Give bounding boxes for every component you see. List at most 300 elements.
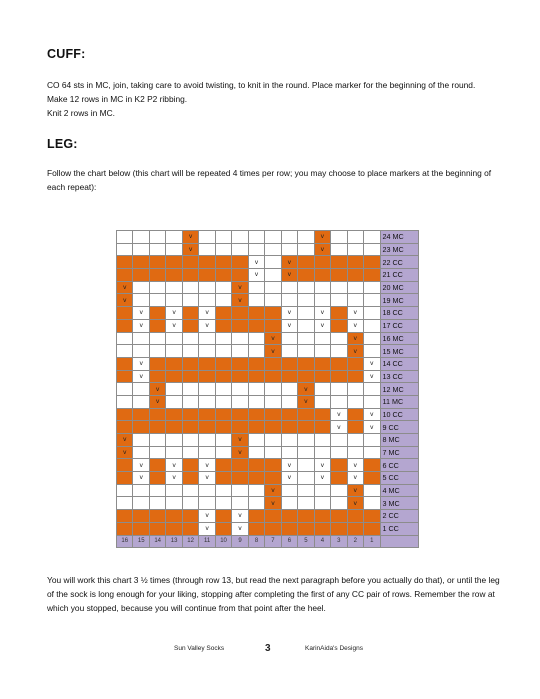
chart-row [117,332,419,345]
chart-cell [265,383,281,396]
chart-row [117,383,419,396]
chart-cell: v [232,522,248,535]
chart-cell [281,522,297,535]
chart-cell [133,231,149,244]
chart-row [117,510,419,523]
chart-cell [166,243,182,256]
chart-row-label: 20 MC [380,281,419,294]
chart-cell: v [182,231,198,244]
chart-cell [314,256,330,269]
chart-row-label: 19 MC [380,294,419,307]
chart-row [117,395,419,408]
chart-row-label: 13 CC [380,370,419,383]
chart-cell [215,383,231,396]
chart-cell [133,243,149,256]
chart-cell [117,522,133,535]
chart-cell [199,383,215,396]
chart-cell [364,294,380,307]
chart-cell [166,484,182,497]
chart-cell [265,231,281,244]
chart-cell: v [347,332,363,345]
chart-cell [117,269,133,282]
chart-cell [117,383,133,396]
chart-cell [117,319,133,332]
chart-column-number: 9 [232,535,248,548]
chart-cell [133,269,149,282]
chart-row-label: 4 MC [380,484,419,497]
chart-cell: v [331,421,347,434]
chart-cell [182,332,198,345]
chart-cell [298,408,314,421]
chart-cell [347,256,363,269]
chart-cell [265,472,281,485]
chart-row-label: 22 CC [380,256,419,269]
chart-column-number: 2 [347,535,363,548]
chart-cell: v [166,307,182,320]
chart-cell [298,421,314,434]
chart-cell: v [314,243,330,256]
chart-cell: v [133,319,149,332]
chart-cell: v [281,269,297,282]
chart-row-label: 10 CC [380,408,419,421]
chart-cell: v [364,357,380,370]
chart-cell [232,332,248,345]
chart-cell [281,383,297,396]
chart-cell [215,319,231,332]
chart-cell [281,510,297,523]
chart-cell [298,332,314,345]
chart-cell [166,497,182,510]
chart-cell [364,231,380,244]
chart-cell: v [166,459,182,472]
chart-cell [149,408,165,421]
chart-cell: v [199,510,215,523]
chart-row [117,243,419,256]
chart-cell [215,231,231,244]
chart-cell [248,307,264,320]
chart-cell [149,231,165,244]
chart-cell [265,357,281,370]
chart-cell [133,510,149,523]
chart-cell [182,484,198,497]
chart-cell [149,281,165,294]
chart-cell [133,383,149,396]
chart-cell [149,434,165,447]
chart-cell [281,231,297,244]
chart-cell [149,269,165,282]
chart-cell [166,434,182,447]
chart-cell [265,510,281,523]
chart-row-label: 3 MC [380,497,419,510]
chart-cell [248,383,264,396]
chart-cell [117,408,133,421]
chart-cell [199,269,215,282]
chart-cell [215,446,231,459]
cuff-instruction-line: CO 64 sts in MC, join, taking care to avoid twisting, to knit in the round. Place marker for the beginning of the round. Make 12 rows in MC in K2 P2 ribbing. [47,80,476,104]
chart-cell [364,269,380,282]
chart-cell [364,395,380,408]
chart-cell [215,421,231,434]
chart-cell [166,408,182,421]
chart-cell: v [331,408,347,421]
footer-designer: KarinAida's Designs [305,645,363,652]
chart-cell [117,332,133,345]
chart-cell [117,256,133,269]
chart-cell [166,522,182,535]
chart-cell [248,497,264,510]
chart-row [117,281,419,294]
chart-cell [149,497,165,510]
chart-cell [232,383,248,396]
chart-cell [199,421,215,434]
chart-row-label: 8 MC [380,434,419,447]
chart-cell: v [314,319,330,332]
chart-cell [364,281,380,294]
chart-cell [133,434,149,447]
chart-cell [182,383,198,396]
chart-cell [265,281,281,294]
chart-cell [314,497,330,510]
chart-cell [215,294,231,307]
chart-cell: v [199,459,215,472]
chart-column-number: 14 [149,535,165,548]
chart-column-number: 15 [133,535,149,548]
chart-cell [166,332,182,345]
chart-cell [199,395,215,408]
chart-cell [182,294,198,307]
chart-cell [149,345,165,358]
chart-cell [314,434,330,447]
chart-column-number: 3 [331,535,347,548]
chart-row [117,421,419,434]
chart-cell [347,370,363,383]
chart-cell: v [281,459,297,472]
chart-cell [199,332,215,345]
chart-cell [215,408,231,421]
chart-cell [133,332,149,345]
chart-cell [347,510,363,523]
leg-after-chart: You will work this chart 3 ½ times (through row 13, but read the next paragraph before you actually do that), or until the leg of the sock is long enough for your liking, stopping after completing the first of any CC pair of rows. Remember the row at which you stopped, because you will continue from that point after the heel. [47,575,500,613]
chart-cell [149,357,165,370]
chart-cell [298,319,314,332]
chart-cell [331,294,347,307]
chart-row-label: 1 CC [380,522,419,535]
chart-cell: v [314,231,330,244]
chart-cell [331,231,347,244]
chart-cell [314,332,330,345]
chart-cell [347,522,363,535]
chart-row [117,472,419,485]
chart-row-label: 21 CC [380,269,419,282]
chart-cell: v [232,434,248,447]
chart-cell [347,281,363,294]
chart-row-label: 7 MC [380,446,419,459]
chart-cell [117,459,133,472]
chart-cell [347,383,363,396]
chart-row [117,357,419,370]
chart-cell [281,370,297,383]
chart-row [117,459,419,472]
chart-cell [199,497,215,510]
chart-row-label: 24 MC [380,231,419,244]
chart-cell [298,497,314,510]
chart-cell [232,357,248,370]
chart-cell [314,408,330,421]
chart-cell [364,332,380,345]
chart-cell [199,370,215,383]
chart-cell [248,319,264,332]
chart-cell [265,307,281,320]
chart-cell [281,446,297,459]
chart-cell [248,370,264,383]
chart-cell [117,370,133,383]
chart-cell [215,243,231,256]
chart-cell [248,484,264,497]
chart-cell [215,459,231,472]
chart-cell [331,484,347,497]
chart-cell: v [232,510,248,523]
chart-cell [232,243,248,256]
chart-cell [149,484,165,497]
chart-cell: v [364,408,380,421]
chart-cell [364,446,380,459]
chart-cell [166,395,182,408]
chart-cell [248,345,264,358]
chart-cell [347,231,363,244]
chart-cell [331,243,347,256]
chart-cell [215,332,231,345]
chart-row [117,484,419,497]
chart-cell [314,395,330,408]
chart-cell: v [347,484,363,497]
chart-cell [215,370,231,383]
chart-cell [215,434,231,447]
chart-cell [248,434,264,447]
chart-row-label: 12 MC [380,383,419,396]
chart-cell: v [281,319,297,332]
chart-cell [248,294,264,307]
chart-cell: v [149,395,165,408]
chart-cell [364,307,380,320]
chart-cell [232,484,248,497]
chart-cell [364,459,380,472]
chart-cell [314,357,330,370]
chart-cell [248,459,264,472]
chart-cell: v [298,383,314,396]
chart-row [117,269,419,282]
chart-cell [331,281,347,294]
chart-cell [281,281,297,294]
chart-cell [149,459,165,472]
chart-cell [331,357,347,370]
chart-column-number: 7 [265,535,281,548]
chart-cell [133,497,149,510]
chart-cell: v [133,307,149,320]
chart-cell: v [199,522,215,535]
chart-cell [298,281,314,294]
chart-cell: v [133,357,149,370]
chart-cell [298,269,314,282]
chart-cell: v [347,345,363,358]
chart-corner [380,535,419,548]
chart-column-number: 12 [182,535,198,548]
chart-cell [248,395,264,408]
chart-cell: v [265,332,281,345]
chart-cell [331,395,347,408]
chart-cell [281,294,297,307]
chart-cell [331,269,347,282]
chart-cell [281,332,297,345]
chart-cell [248,421,264,434]
chart-cell [347,421,363,434]
chart-cell [331,332,347,345]
chart-cell [248,522,264,535]
chart-cell [298,345,314,358]
chart-cell [281,395,297,408]
chart-cell [281,357,297,370]
leg-heading: LEG: [47,137,78,151]
chart-cell: v [347,497,363,510]
chart-cell: v [166,472,182,485]
chart-cell [166,421,182,434]
chart-cell [133,421,149,434]
chart-cell [314,383,330,396]
chart-cell [281,243,297,256]
chart-cell [314,294,330,307]
chart-cell: v [347,459,363,472]
chart-column-number: 10 [215,535,231,548]
chart-cell [314,345,330,358]
chart-cell [364,472,380,485]
chart-row [117,307,419,320]
chart-cell [182,434,198,447]
chart-cell [166,446,182,459]
chart-cell [215,484,231,497]
chart-row-label: 5 CC [380,472,419,485]
chart-cell: v [281,256,297,269]
chart-cell: v [281,307,297,320]
chart-cell [248,243,264,256]
chart-cell [232,269,248,282]
chart-cell [166,231,182,244]
chart-row [117,319,419,332]
chart-cell [248,357,264,370]
chart-cell [199,446,215,459]
chart-cell [199,294,215,307]
chart-cell [133,294,149,307]
colorwork-chart [116,230,419,548]
chart-cell: v [117,446,133,459]
chart-cell [117,421,133,434]
chart-cell [281,497,297,510]
chart-cell: v [364,370,380,383]
chart-row-label: 11 MC [380,395,419,408]
chart-cell [215,357,231,370]
chart-cell [331,256,347,269]
chart-cell [281,434,297,447]
chart-cell: v [166,319,182,332]
chart-cell: v [347,319,363,332]
chart-cell [347,408,363,421]
chart-cell [149,319,165,332]
chart-cell: v [232,294,248,307]
chart-cell [314,421,330,434]
chart-cell [133,522,149,535]
chart-cell [298,294,314,307]
chart-cell [166,383,182,396]
chart-cell [265,434,281,447]
page-number: 3 [265,643,271,654]
chart-cell [182,370,198,383]
chart-cell: v [199,319,215,332]
chart-cell: v [133,370,149,383]
chart-cell [347,269,363,282]
chart-cell [248,332,264,345]
chart-cell: v [265,345,281,358]
chart-cell [347,243,363,256]
chart-cell [166,345,182,358]
chart-cell [182,256,198,269]
chart-cell [182,345,198,358]
chart-column-number: 16 [117,535,133,548]
chart-cell: v [248,269,264,282]
chart-cell [232,319,248,332]
chart-cell [331,522,347,535]
chart-cell [248,281,264,294]
chart-row [117,522,419,535]
chart-cell [149,510,165,523]
chart-cell [149,294,165,307]
chart-row [117,434,419,447]
chart-cell: v [117,281,133,294]
chart-row [117,370,419,383]
chart-cell: v [314,472,330,485]
chart-cell [182,421,198,434]
chart-cell: v [265,484,281,497]
chart-cell [182,395,198,408]
chart-cell [364,243,380,256]
chart-cell [182,459,198,472]
chart-cell [117,395,133,408]
chart-cell: v [182,243,198,256]
chart-row-label: 14 CC [380,357,419,370]
chart-cell: v [347,472,363,485]
chart-cell [215,307,231,320]
chart-cell [331,510,347,523]
chart-cell [265,446,281,459]
chart-cell [182,472,198,485]
chart-cell [298,434,314,447]
chart-cell [314,269,330,282]
chart-cell [117,484,133,497]
chart-cell [182,307,198,320]
chart-cell [133,446,149,459]
chart-column-number: 5 [298,535,314,548]
chart-cell [133,345,149,358]
chart-cell [199,231,215,244]
chart-cell [215,497,231,510]
chart-cell [117,472,133,485]
chart-cell [232,370,248,383]
chart-cell [149,446,165,459]
chart-cell [166,269,182,282]
chart-cell [232,345,248,358]
chart-cell: v [364,421,380,434]
chart-cell [149,472,165,485]
chart-cell [298,459,314,472]
chart-cell [215,522,231,535]
chart-cell [232,497,248,510]
